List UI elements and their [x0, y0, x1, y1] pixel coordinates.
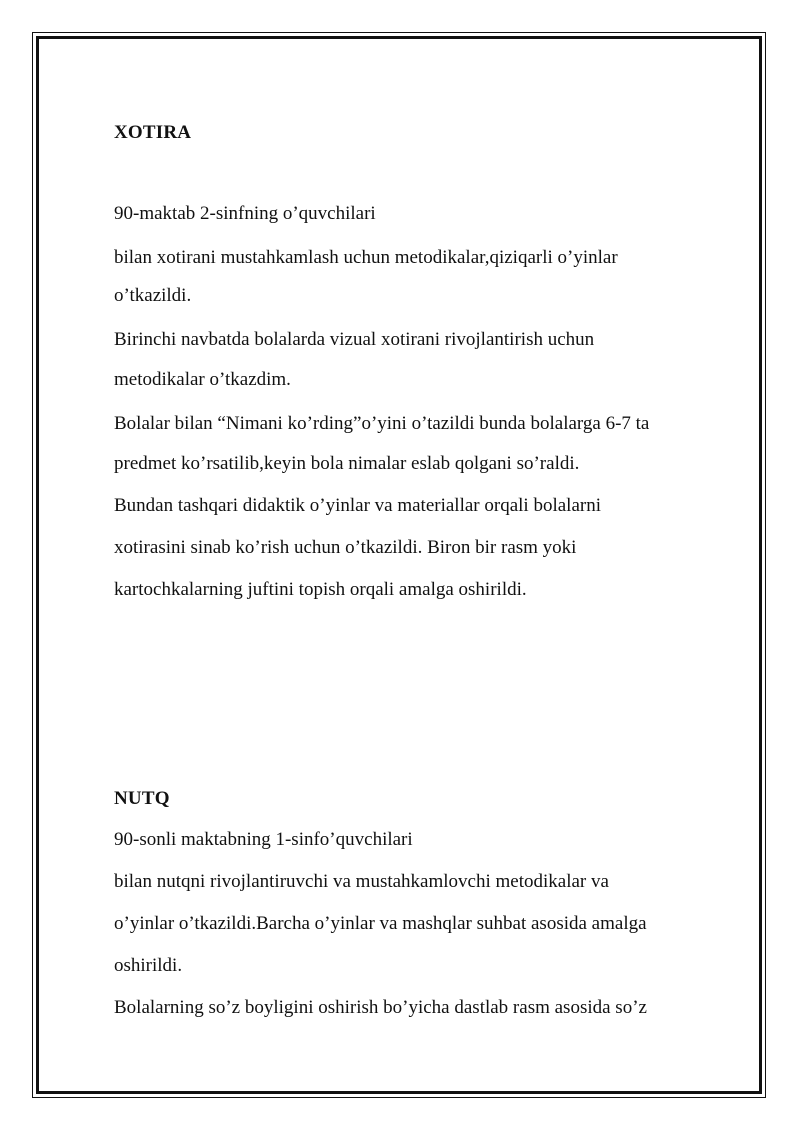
paragraph-line: bilan xotirani mustahkamlash uchun metodikalar,qiziqarli o’yinlar: [114, 247, 618, 268]
section-heading-nutq: NUTQ: [114, 788, 170, 809]
paragraph-line: oshirildi.: [114, 955, 183, 976]
paragraph-line: predmet ko’rsatilib,keyin bola nimalar eslab qolgani so’raldi.: [114, 453, 580, 474]
paragraph-line: xotirasini sinab ko’rish uchun o’tkazildi. Biron bir rasm yoki: [114, 537, 577, 558]
paragraph-line: Bolalarning so’z boyligini oshirish bo’yicha dastlab rasm asosida so’z: [114, 997, 647, 1018]
paragraph-line: Bolalar bilan “Nimani ko’rding”o’yini o’tazildi bunda bolalarga 6-7 ta: [114, 413, 650, 434]
section-heading-xotira: XOTIRA: [114, 122, 192, 143]
paragraph-line: 90-sonli maktabning 1-sinfo’quvchilari: [114, 829, 413, 850]
paragraph-line: bilan nutqni rivojlantiruvchi va mustahkamlovchi metodikalar va: [114, 871, 609, 892]
paragraph-line: Bundan tashqari didaktik o’yinlar va materiallar orqali bolalarni: [114, 495, 601, 516]
paragraph-line: metodikalar o’tkazdim.: [114, 369, 291, 390]
paragraph-line: o’tkazildi.: [114, 285, 192, 306]
paragraph-line: o’yinlar o’tkazildi.Barcha o’yinlar va mashqlar suhbat asosida amalga: [114, 913, 647, 934]
page-border-inner: [36, 36, 762, 1094]
paragraph-line: 90-maktab 2-sinfning o’quvchilari: [114, 203, 376, 224]
paragraph-line: Birinchi navbatda bolalarda vizual xotirani rivojlantirish uchun: [114, 329, 595, 350]
paragraph-line: kartochkalarning juftini topish orqali amalga oshirildi.: [114, 579, 527, 600]
